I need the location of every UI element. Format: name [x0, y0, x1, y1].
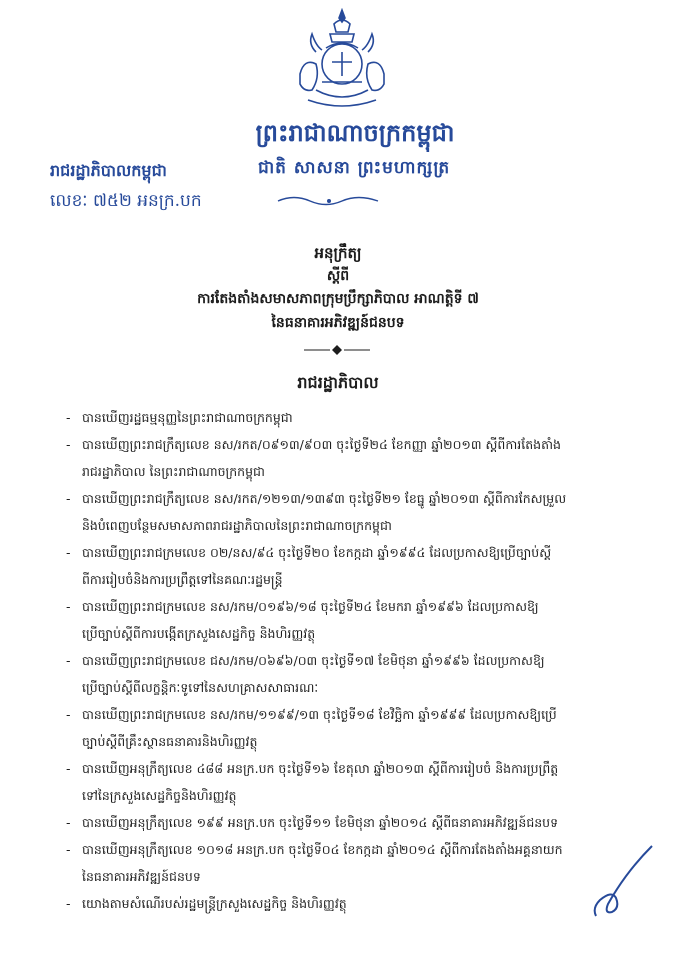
list-item [66, 890, 626, 917]
list-item [66, 593, 626, 647]
list-item-line: បានឃើញព្រះរាជក្រមលេខ ០២/នស/៩៤ ចុះថ្ងៃទី២០ ខែកក្កដា ឆ្នាំ១៩៩៤ ដែលប្រកាសឱ្យប្រើច្បាប់ស្តី [82, 545, 552, 560]
list-item-line: បានឃើញអនុក្រឹត្យលេខ ១៩៩ អនក្រ.បក ចុះថ្ងៃទី១១ ខែមិថុនា ឆ្នាំ២០១៤ ស្តីពីធនាគារអភិវឌ្ឍន៍ជនបទ [82, 815, 559, 830]
list-item [66, 404, 626, 431]
divider-ornament-icon [302, 344, 372, 356]
list-item-continuation: នៃធនាគារអភិវឌ្ឍន៍ជនបទ [82, 869, 201, 884]
kingdom-heading: ព្រះរាជាណាចក្រកម្ពុជា [255, 118, 455, 147]
list-item-line: បានឃើញព្រះរាជក្រឹត្យលេខ នស/រកត/០៩១៣/៩០៣ ចុះថ្ងៃទី២៤ ខែកញ្ញា ឆ្នាំ២០១៣ ស្តីពីការតែងតាំង [82, 437, 561, 452]
section-heading: រាជរដ្ឋាភិបាល [297, 373, 379, 392]
decree-on-label: ស្តីពី [326, 268, 350, 284]
list-item [66, 431, 626, 485]
list-item-line: បានឃើញព្រះរាជក្រមលេខ នស/រកម/១១៩៩/១៣ ចុះថ្ងៃទី១៨ ខែវិច្ឆិកា ឆ្នាំ១៩៩៩ ដែលប្រកាសឱ្យប្រើ [82, 707, 557, 722]
list-item-line: បានឃើញព្រះរាជក្រមលេខ នស/រកម/០១៩៦/១៨ ចុះថ្ងៃទី២៤ ខែមករា ឆ្នាំ១៩៩៦ ដែលប្រកាសឱ្យ [82, 599, 539, 614]
list-item-line: បានឃើញរដ្ឋធម្មនុញ្ញនៃព្រះរាជាណាចក្រកម្ពុជា [82, 410, 293, 425]
list-item-continuation: ប្រើច្បាប់ស្តីពីលក្ខន្តិកៈទូទៅនៃសហគ្រាសសាធារណៈ [82, 680, 319, 695]
list-item [66, 809, 626, 836]
reference-number: លេខៈ ៧៥២ អនក្រ.បក [50, 191, 202, 211]
decree-title: អនុក្រឹត្យ [314, 244, 362, 262]
list-item-line: បានឃើញអនុក្រឹត្យលេខ ៤៨៨ អនក្រ.បក ចុះថ្ងៃទី១៦ ខែតុលា ឆ្នាំ២០១៣ ស្តីពីការរៀបចំ និងការប្រព្រឹត្ត [82, 761, 559, 776]
list-item [66, 485, 626, 539]
list-item-continuation: ពីការរៀបចំនិងការប្រព្រឹត្តទៅនៃគណៈរដ្ឋមន្ត្រី [82, 572, 283, 587]
list-item [66, 539, 626, 593]
national-motto: ជាតិ សាសនា ព្រះមហាក្សត្រ [258, 158, 451, 178]
list-item-continuation: និងបំពេញបន្ថែមសមាសភាពរាជរដ្ឋាភិបាលនៃព្រះរាជាណាចក្រកម្ពុជា [82, 518, 392, 533]
handwritten-initial-icon [586, 842, 658, 922]
preamble-list [66, 404, 626, 917]
ornament-flourish-icon [274, 194, 384, 208]
decree-subject-line-1: ការតែងតាំងសមាសភាពក្រុមប្រឹក្សាភិបាល អាណត្តិទី ៧ [197, 291, 479, 307]
list-item-continuation: ទៅនៃក្រសួងសេដ្ឋកិច្ចនិងហិរញ្ញវត្ថុ [82, 788, 237, 803]
list-item-line: យោងតាមសំណើរបស់រដ្ឋមន្ត្រីក្រសួងសេដ្ឋកិច្ច និងហិរញ្ញវត្ថុ [82, 896, 347, 911]
list-item [66, 755, 626, 809]
government-label: រាជរដ្ឋាភិបាលកម្ពុជា [50, 161, 167, 180]
list-item-continuation: ច្បាប់ស្តីពីគ្រឹះស្ថានធនាគារនិងហិរញ្ញវត្ថុ [82, 734, 258, 749]
list-item-line: បានឃើញអនុក្រឹត្យលេខ ១០១៨ អនក្រ.បក ចុះថ្ងៃទី០៤ ខែកក្កដា ឆ្នាំ២០១៤ ស្តីពីការតែងតាំងអគ្គនាយក [82, 842, 563, 857]
list-item-continuation: រាជរដ្ឋាភិបាល នៃព្រះរាជាណាចក្រកម្ពុជា [82, 464, 265, 479]
list-item [66, 836, 626, 890]
list-item-line: បានឃើញព្រះរាជក្រមលេខ ជស/រកម/០៦៩៦/០៣ ចុះថ្ងៃទី១៧ ខែមិថុនា ឆ្នាំ១៩៩៦ ដែលប្រកាសឱ្យ [82, 653, 545, 668]
list-item [66, 701, 626, 755]
royal-emblem-icon [286, 8, 398, 114]
list-item-line: បានឃើញព្រះរាជក្រឹត្យលេខ នស/រកត/១២១៣/១៣៩៣ ចុះថ្ងៃទី២១ ខែធ្នូ ឆ្នាំ២០១៣ ស្តីពីការកែសម្រួល [82, 491, 567, 506]
decree-subject-line-2: នៃធនាគារអភិវឌ្ឍន៍ជនបទ [271, 315, 405, 331]
list-item-continuation: ប្រើច្បាប់ស្តីពីការបង្កើតក្រសួងសេដ្ឋកិច្ច និងហិរញ្ញវត្ថុ [82, 626, 316, 641]
list-item [66, 647, 626, 701]
